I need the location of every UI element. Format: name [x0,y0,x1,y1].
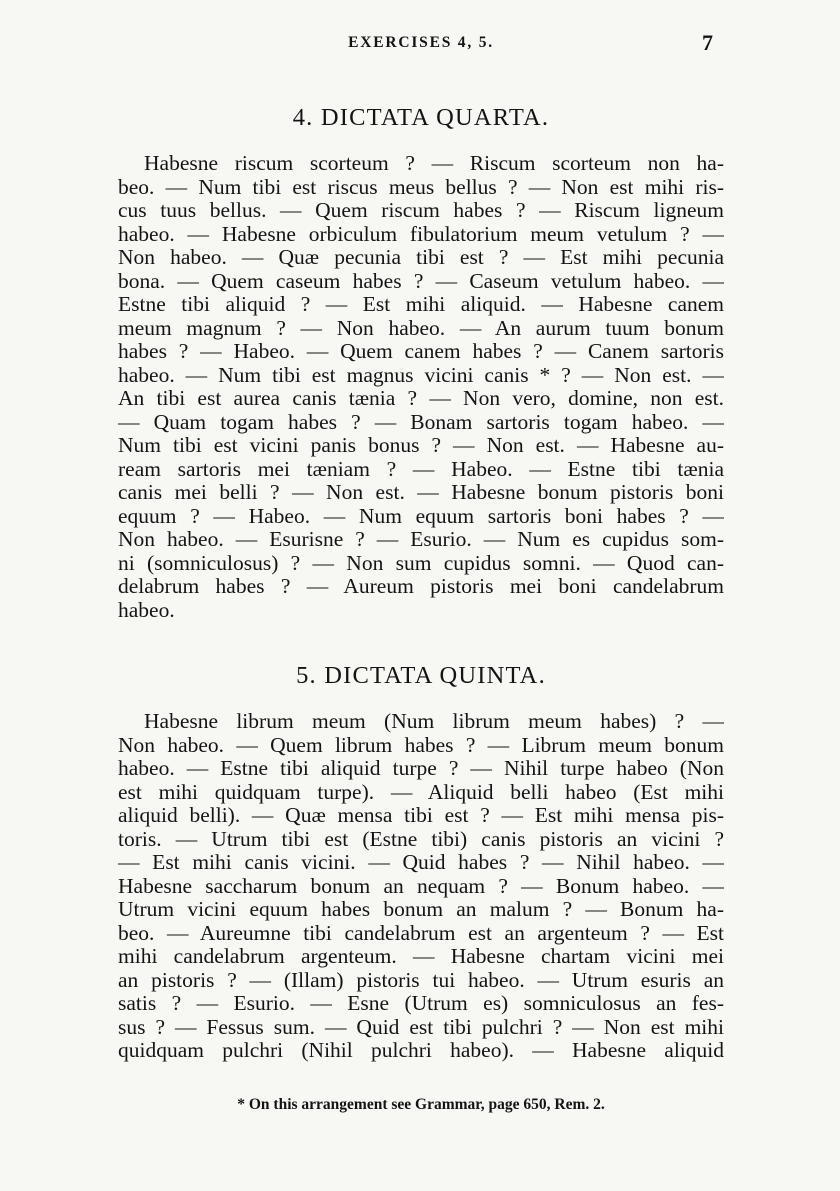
text-line: cus tuus bellus. — Quem riscum habes ? — Riscum ligneum [118,199,724,222]
text-line: Num tibi est vicini panis bonus ? — Non est. — Habesne au- [118,434,724,457]
text-line: quidquam pulchri (Nihil pulchri habeo). — Habesne aliquid [118,1039,724,1062]
running-head: EXERCISES 4, 5. [348,34,494,51]
text-line: satis ? — Esurio. — Esne (Utrum es) somniculosus an fes- [118,992,724,1015]
text-line: habeo. — Habesne orbiculum fibulatorium meum vetulum ? — [118,222,724,246]
text-line: toris. — Utrum tibi est (Estne tibi) canis pistoris an vicini ? [118,827,724,851]
text-line: beo. — Aureumne tibi candelabrum est an argenteum ? — Est [118,921,724,945]
text-line: equum ? — Habeo. — Num equum sartoris boni habes ? — [118,504,724,528]
text-line: — Quam togam habes ? — Bonam sartoris togam habeo. — [118,410,724,434]
text-line: habeo. — Estne tibi aliquid turpe ? — Nihil turpe habeo (Non [118,757,724,780]
text-line: An tibi est aurea canis tænia ? — Non vero, domine, non est. [118,387,724,410]
text-line: aliquid belli). — Quæ mensa tibi est ? — Est mihi mensa pis- [118,804,724,827]
exercise-5-text [118,710,724,1063]
text-line: est mihi quidquam turpe). — Aliquid belli habeo (Est mihi [118,780,724,804]
exercise-4-text [118,152,724,622]
text-line: — Est mihi canis vicini. — Quid habes ? — Nihil habeo. — [118,851,724,874]
text-line: Habesne librum meum (Num librum meum habes) ? — [144,710,724,733]
text-line: ni (somniculosus) ? — Non sum cupidus somni. — Quod can- [118,551,724,575]
text-line: canis mei belli ? — Non est. — Habesne bonum pistoris boni [118,481,724,504]
text-line: mihi candelabrum argenteum. — Habesne chartam vicini mei [118,945,724,968]
text-line: Non habeo. — Esurisne ? — Esurio. — Num es cupidus som- [118,528,724,551]
footnote: * On this arrangement see Grammar, page 650, Rem. 2. [237,1096,605,1113]
text-line: delabrum habes ? — Aureum pistoris mei boni candelabrum [118,575,724,598]
text-line: Non habeo. — Quem librum habes ? — Librum meum bonum [118,733,724,757]
text-line: Habesne riscum scorteum ? — Riscum scorteum non ha- [144,152,724,175]
text-line: Non habeo. — Quæ pecunia tibi est ? — Est mihi pecunia [118,246,724,269]
text-line: Utrum vicini equum habes bonum an malum ? — Bonum ha- [118,898,724,921]
text-line: Estne tibi aliquid ? — Est mihi aliquid. — Habesne canem [118,293,724,316]
text-line: bona. — Quem caseum habes ? — Caseum vetulum habeo. — [118,269,724,293]
text-line: habes ? — Habeo. — Quem canem habes ? — Canem sartoris [118,340,724,363]
text-line: habeo. — Num tibi est magnus vicini canis * ? — Non est. — [118,363,724,387]
text-line: meum magnum ? — Non habeo. — An aurum tuum bonum [118,316,724,340]
text-line: an pistoris ? — (Illam) pistoris tui habeo. — Utrum esuris an [118,968,724,992]
text-line: sus ? — Fessus sum. — Quid est tibi pulchri ? — Non est mihi [118,1015,724,1039]
section-heading-dictata-quarta: 4. DICTATA QUARTA. [292,104,550,131]
text-line: Habesne saccharum bonum an nequam ? — Bonum habeo. — [118,874,724,898]
page-number: 7 [702,30,713,55]
section-heading-dictata-quinta: 5. DICTATA QUINTA. [296,662,546,689]
text-line: beo. — Num tibi est riscus meus bellus ? — Non est mihi ris- [118,175,724,199]
text-line: habeo. [118,598,175,622]
text-line: ream sartoris mei tæniam ? — Habeo. — Estne tibi tænia [118,457,724,481]
